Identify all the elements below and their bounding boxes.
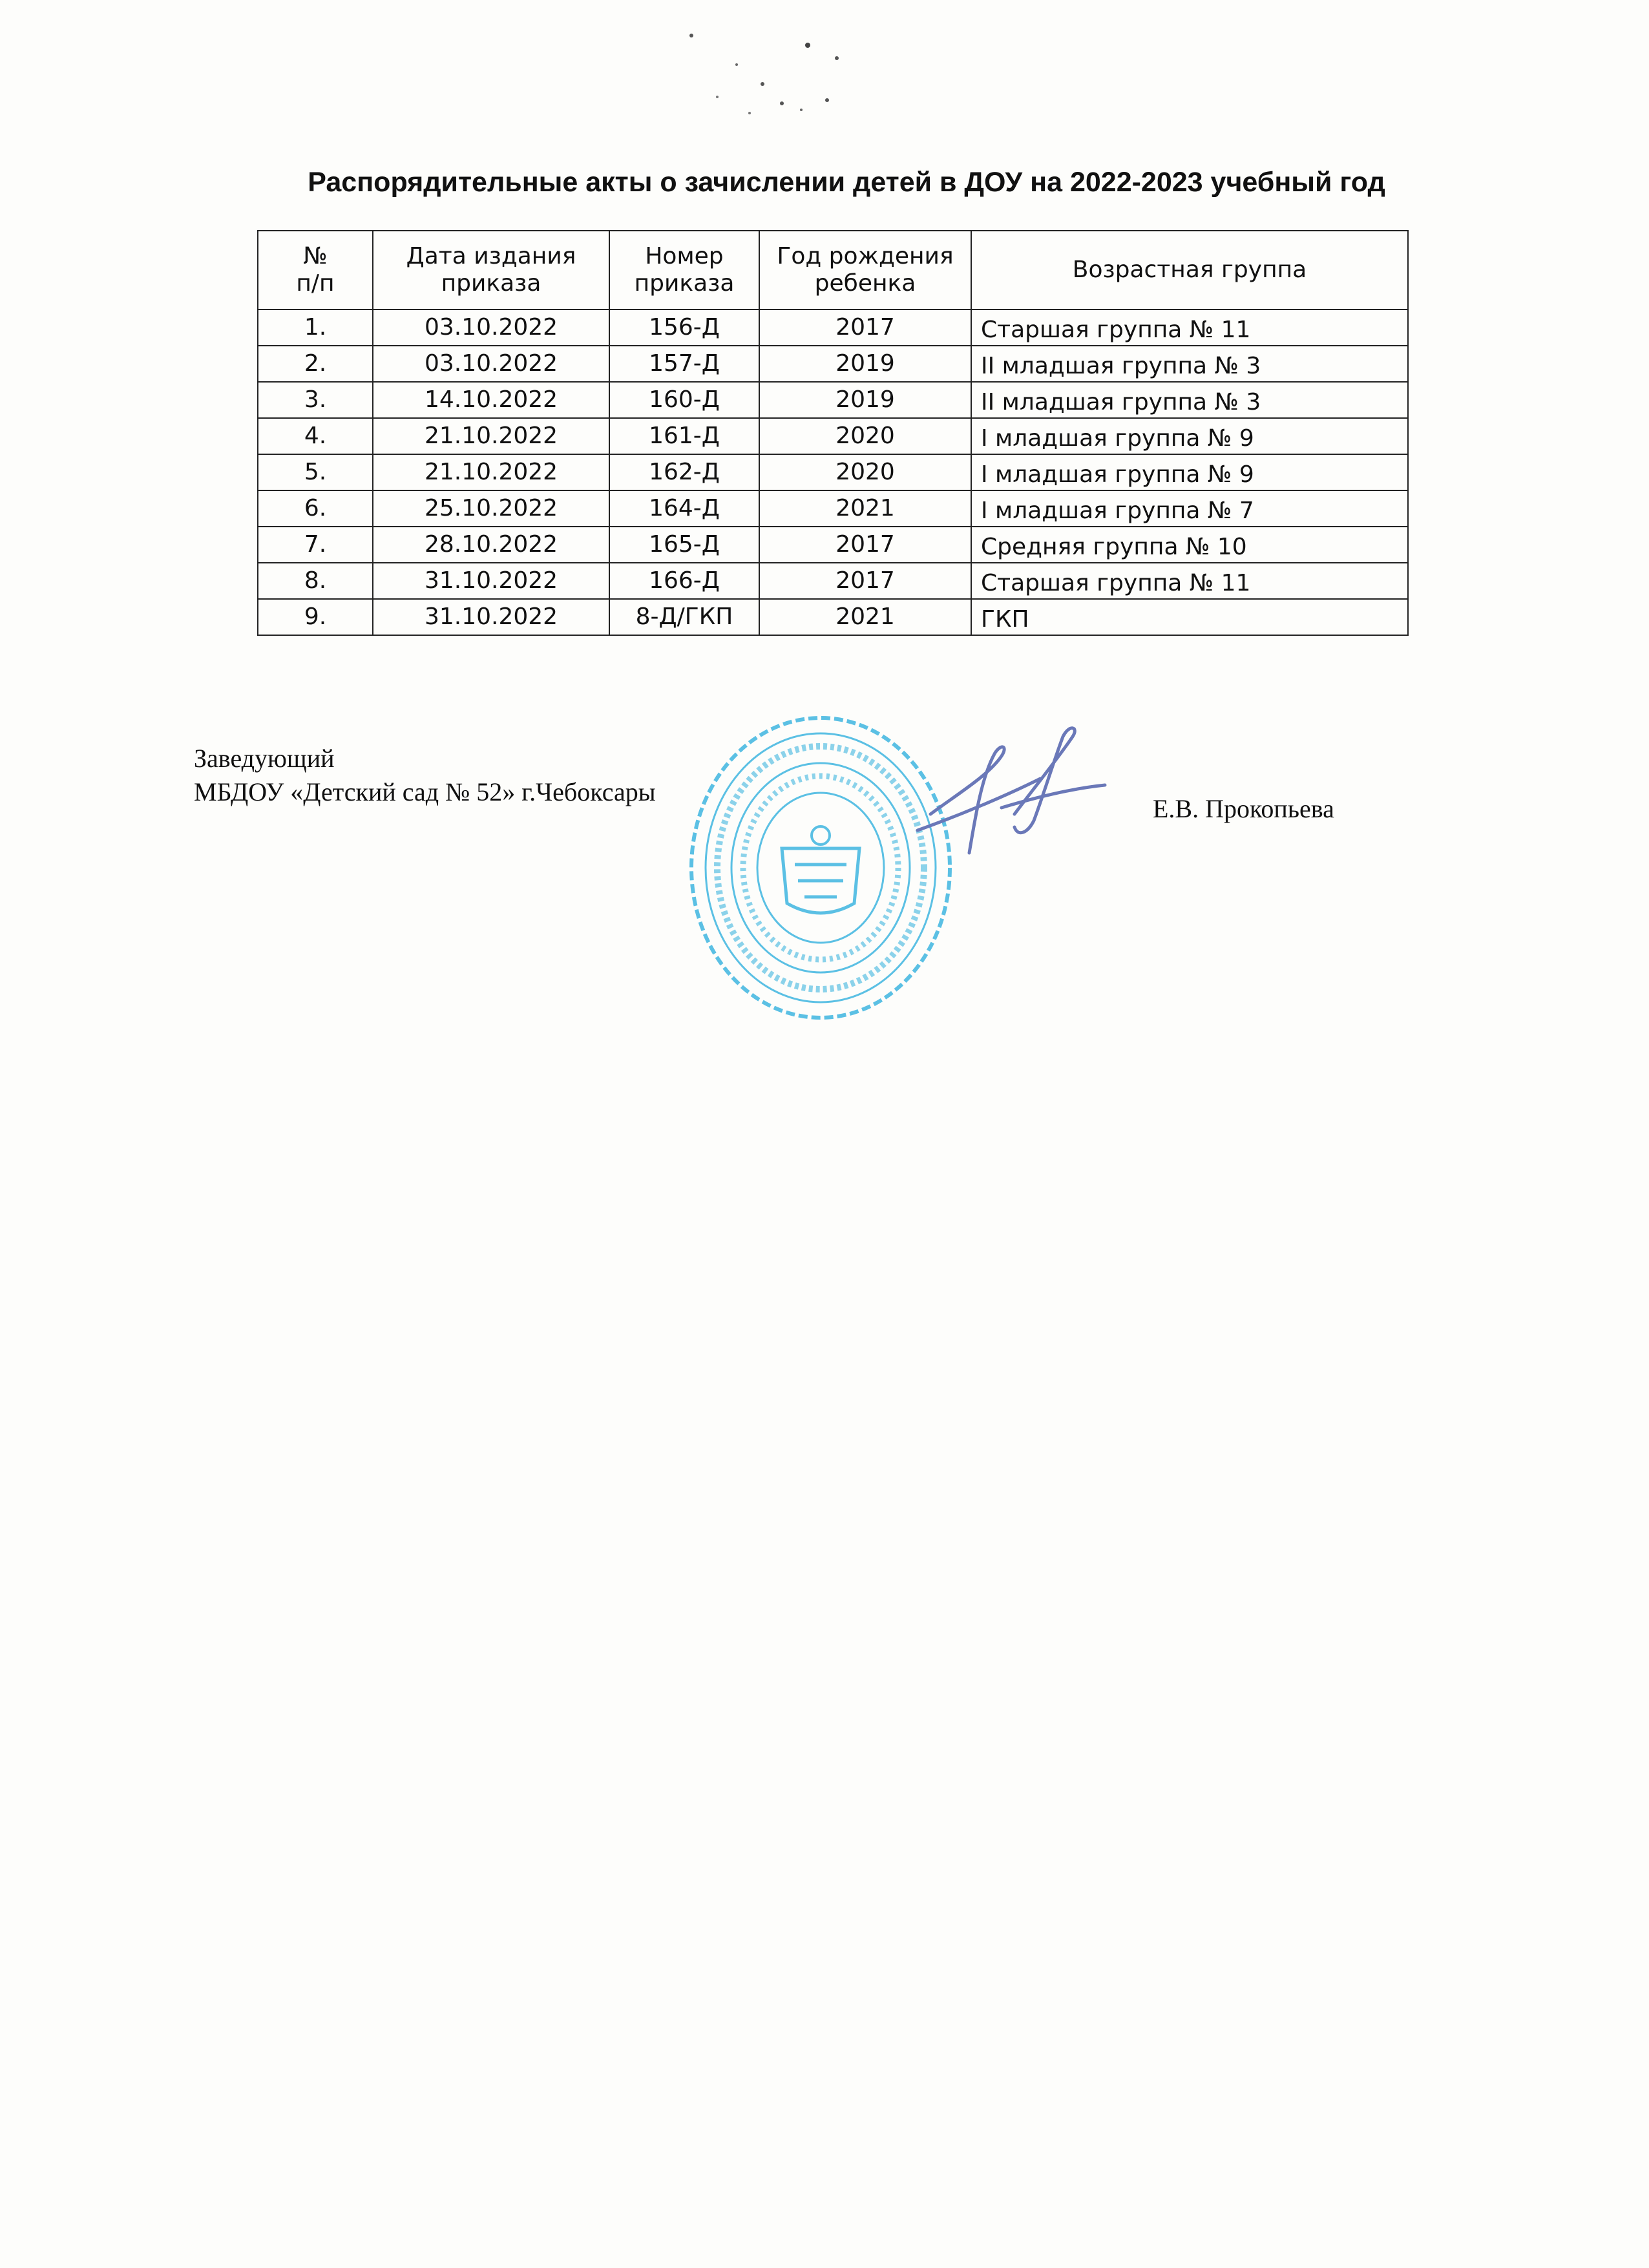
- row-order: 156-Д: [609, 310, 759, 346]
- row-number: 6.: [258, 490, 373, 527]
- row-order: 157-Д: [609, 346, 759, 382]
- row-order: 164-Д: [609, 490, 759, 527]
- header-year-line2: ребенка: [814, 270, 916, 297]
- header-number-line1: №: [303, 243, 328, 269]
- header-number-line2: п/п: [296, 270, 335, 297]
- row-birth-year: 2021: [759, 599, 971, 635]
- header-birth-year: [759, 231, 971, 310]
- row-order: 8-Д/ГКП: [609, 599, 759, 635]
- header-date-line1: Дата издания: [406, 243, 576, 269]
- row-age-group: II младшая группа № 3: [971, 382, 1408, 418]
- row-number: 5.: [258, 454, 373, 490]
- row-age-group: Средняя группа № 10: [971, 527, 1408, 563]
- row-date: 03.10.2022: [373, 310, 609, 346]
- header-number: [258, 231, 373, 310]
- row-age-group: Старшая группа № 11: [971, 310, 1408, 346]
- header-date: [373, 231, 609, 310]
- header-order: [609, 231, 759, 310]
- row-birth-year: 2019: [759, 382, 971, 418]
- handwritten-signature-icon: [905, 717, 1111, 866]
- row-birth-year: 2017: [759, 310, 971, 346]
- row-birth-year: 2019: [759, 346, 971, 382]
- row-birth-year: 2020: [759, 454, 971, 490]
- table-row: [258, 418, 1408, 454]
- row-date: 28.10.2022: [373, 527, 609, 563]
- header-order-line2: приказа: [634, 270, 735, 297]
- row-order: 161-Д: [609, 418, 759, 454]
- row-number: 1.: [258, 310, 373, 346]
- enrollment-acts-table: [257, 230, 1409, 636]
- table-row: [258, 599, 1408, 635]
- header-date-line2: приказа: [441, 270, 541, 297]
- row-birth-year: 2017: [759, 527, 971, 563]
- row-number: 9.: [258, 599, 373, 635]
- row-number: 3.: [258, 382, 373, 418]
- table-row: [258, 346, 1408, 382]
- row-date: 31.10.2022: [373, 599, 609, 635]
- row-age-group: Старшая группа № 11: [971, 563, 1408, 599]
- row-age-group: I младшая группа № 9: [971, 454, 1408, 490]
- table-row: [258, 454, 1408, 490]
- table-row: [258, 527, 1408, 563]
- row-number: 2.: [258, 346, 373, 382]
- row-order: 166-Д: [609, 563, 759, 599]
- row-date: 14.10.2022: [373, 382, 609, 418]
- document-title: Распорядительные акты о зачислении детей в ДОУ на 2022-2023 учебный год: [308, 167, 1385, 198]
- signatory-name: Е.В. Прокопьева: [1153, 794, 1334, 823]
- row-date: 25.10.2022: [373, 490, 609, 527]
- row-date: 31.10.2022: [373, 563, 609, 599]
- row-order: 165-Д: [609, 527, 759, 563]
- row-age-group: I младшая группа № 9: [971, 418, 1408, 454]
- row-number: 8.: [258, 563, 373, 599]
- header-order-line1: Номер: [645, 243, 724, 269]
- table-row: [258, 490, 1408, 527]
- row-birth-year: 2017: [759, 563, 971, 599]
- table-row: [258, 382, 1408, 418]
- header-age-group: Возрастная группа: [971, 231, 1408, 310]
- row-order: 160-Д: [609, 382, 759, 418]
- row-date: 21.10.2022: [373, 418, 609, 454]
- scan-noise-marks: [678, 26, 872, 129]
- table-header-row: [258, 231, 1408, 310]
- signatory-organization: МБДОУ «Детский сад № 52» г.Чебоксары: [194, 777, 656, 806]
- row-age-group: I младшая группа № 7: [971, 490, 1408, 527]
- row-number: 4.: [258, 418, 373, 454]
- row-date: 03.10.2022: [373, 346, 609, 382]
- row-age-group: ГКП: [971, 599, 1408, 635]
- row-birth-year: 2021: [759, 490, 971, 527]
- row-age-group: II младшая группа № 3: [971, 346, 1408, 382]
- row-birth-year: 2020: [759, 418, 971, 454]
- row-number: 7.: [258, 527, 373, 563]
- row-date: 21.10.2022: [373, 454, 609, 490]
- header-year-line1: Год рождения: [777, 243, 954, 269]
- table-row: [258, 563, 1408, 599]
- table-row: [258, 310, 1408, 346]
- row-order: 162-Д: [609, 454, 759, 490]
- signatory-position: Заведующий: [194, 744, 335, 773]
- signatory-block: [194, 742, 656, 809]
